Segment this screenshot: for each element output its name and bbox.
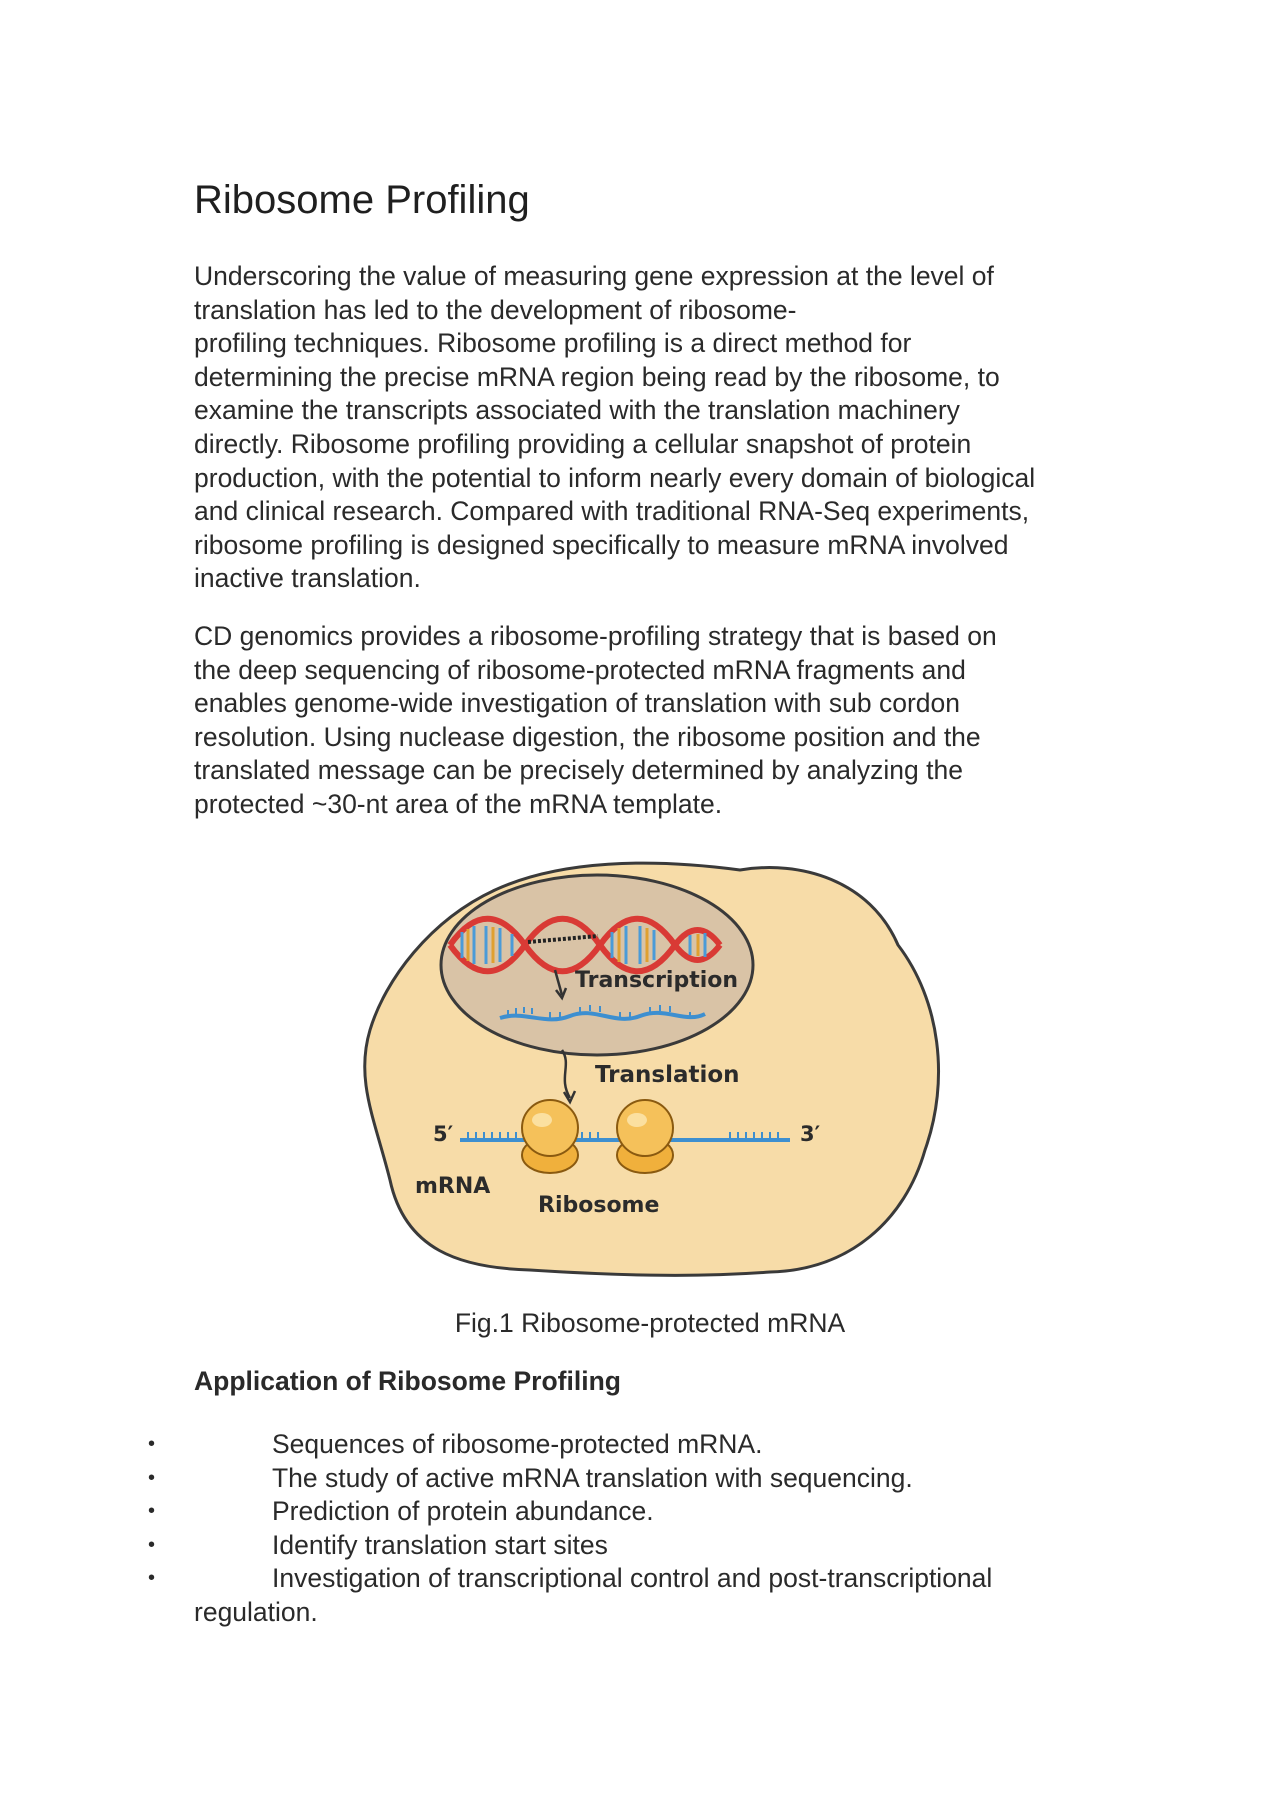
text-line: Underscoring the value of measuring gene expression at the level of [194, 261, 994, 291]
three-prime-label: 3′ [800, 1122, 821, 1146]
translation-label: Translation [595, 1062, 740, 1088]
list-item-text: Identify translation start sites [272, 1529, 608, 1560]
text-line: examine the transcripts associated with the translation machinery [194, 395, 960, 426]
mrna-label: mRNA [415, 1174, 491, 1199]
bullet: • [148, 1500, 156, 1523]
text-line: resolution. Using nuclease digestion, the ribosome position and the [194, 721, 981, 752]
text-line: ribosome profiling is designed specifically to measure mRNA involved [194, 529, 1009, 560]
text-line: and clinical research. Compared with traditional RNA-Seq experiments, [194, 496, 1030, 527]
bullet: • [148, 1567, 156, 1590]
list-item-text: Investigation of transcriptional control and post-transcriptional [272, 1563, 993, 1594]
section-heading: Application of Ribosome Profiling [194, 1366, 621, 1396]
list-item [0, 1462, 1280, 1496]
text-line: translation has led to the development of ribosome- [194, 294, 797, 325]
five-prime-label: 5′ [433, 1122, 454, 1146]
intro-paragraph [194, 260, 1094, 596]
application-list [0, 1428, 1280, 1630]
cell-diagram [350, 850, 950, 1280]
transcription-label: Transcription [575, 968, 739, 993]
ribosome-figure [350, 850, 950, 1280]
page-title: Ribosome Profiling [194, 178, 530, 222]
text-line: enables genome-wide investigation of translation with sub cordon [194, 688, 961, 719]
text-line: determining the precise mRNA region being read by the ribosome, to [194, 361, 1000, 392]
text-line: profiling techniques. Ribosome profiling is a direct method for [194, 328, 912, 359]
text-line: production, with the potential to inform nearly every domain of biological [194, 462, 1036, 493]
text-line: CD genomics provides a ribosome-profiling strategy that is based on [194, 621, 997, 651]
bullet: • [148, 1466, 156, 1489]
text-line: the deep sequencing of ribosome-protected mRNA fragments and [194, 654, 966, 685]
list-item-text: The study of active mRNA translation with sequencing. [272, 1462, 913, 1493]
text-line: inactive translation. [194, 563, 421, 594]
nucleus [441, 875, 753, 1055]
ribosome-icon [522, 1100, 578, 1173]
list-item-continuation: regulation. [194, 1596, 318, 1627]
list-item [0, 1428, 1280, 1462]
text-line: protected ~30-nt area of the mRNA template. [194, 788, 723, 819]
bullet: • [148, 1433, 156, 1455]
text-line: directly. Ribosome profiling providing a cellular snapshot of protein [194, 428, 972, 459]
text-line: translated message can be precisely determined by analyzing the [194, 755, 963, 786]
ribosome-icon [617, 1100, 673, 1173]
list-item [0, 1529, 1280, 1563]
list-item-text: Sequences of ribosome-protected mRNA. [272, 1429, 763, 1459]
list-item [0, 1495, 1280, 1529]
list-item [0, 1562, 1280, 1629]
bullet: • [148, 1533, 156, 1556]
ribosome-label: Ribosome [538, 1193, 660, 1218]
figure-caption: Fig.1 Ribosome-protected mRNA [454, 1308, 846, 1338]
list-item-text: Prediction of protein abundance. [272, 1496, 654, 1527]
service-paragraph [194, 620, 1094, 822]
